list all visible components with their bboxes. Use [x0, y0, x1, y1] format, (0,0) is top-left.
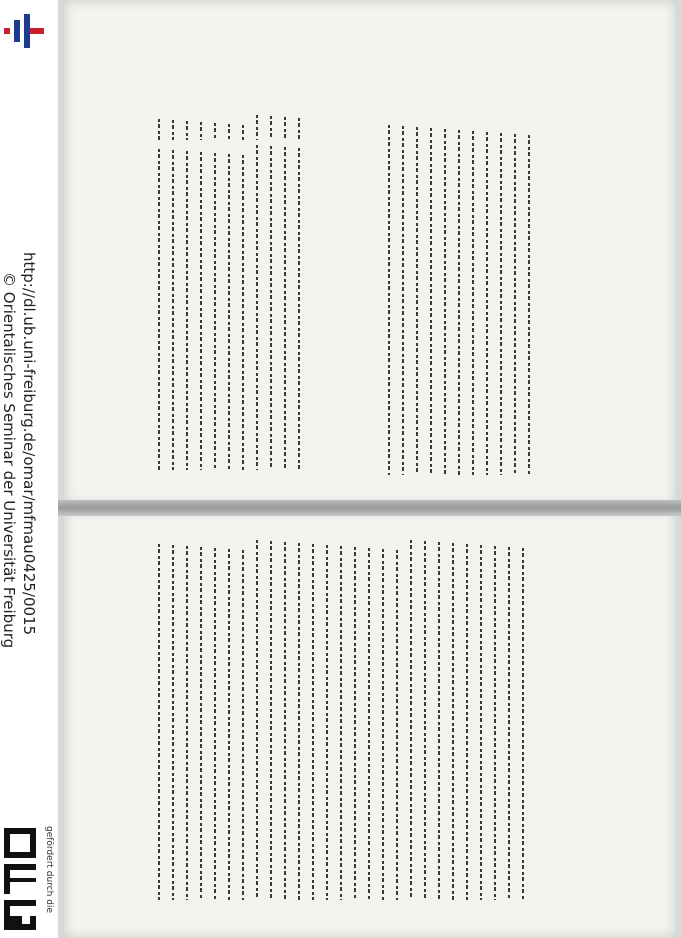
- handwritten-line: [298, 543, 300, 900]
- handwritten-line: [480, 545, 482, 900]
- handwritten-line: [522, 548, 524, 900]
- handwritten-line: [340, 546, 342, 900]
- handwritten-line: [284, 117, 286, 140]
- handwritten-line: [172, 545, 174, 900]
- handwritten-line: [396, 550, 398, 900]
- handwritten-line: [228, 154, 230, 470]
- handwritten-line: [284, 542, 286, 900]
- handwritten-line: [388, 125, 390, 475]
- handwritten-line: [172, 150, 174, 470]
- binding-gutter: [58, 500, 681, 516]
- handwritten-line: [284, 147, 286, 470]
- handwritten-line: [228, 124, 230, 140]
- handwritten-line: [214, 123, 216, 140]
- handwritten-line: [200, 152, 202, 470]
- handwritten-line: [514, 134, 516, 475]
- handwritten-line: [186, 151, 188, 470]
- dfg-logo: [0, 820, 58, 938]
- handwritten-line: [472, 131, 474, 475]
- copyright-notice: © Orientalisches Seminar der Universität Freiburg: [0, 272, 18, 649]
- sidebar: [0, 0, 58, 938]
- handwritten-line: [444, 129, 446, 475]
- handwritten-line: [298, 148, 300, 470]
- handwritten-line: [270, 541, 272, 900]
- handwritten-line: [242, 155, 244, 470]
- handwritten-line: [270, 146, 272, 470]
- handwritten-line: [382, 549, 384, 900]
- handwritten-line: [528, 135, 530, 475]
- source-url[interactable]: http://dl.ub.uni-freiburg.de/omar/mfmau0425/0015: [20, 252, 38, 636]
- handwritten-line: [214, 153, 216, 470]
- handwritten-line: [242, 125, 244, 140]
- handwritten-line: [500, 133, 502, 475]
- handwritten-line: [416, 127, 418, 475]
- handwritten-line: [368, 548, 370, 900]
- manuscript-page-lower: [64, 510, 676, 938]
- handwritten-line: [354, 547, 356, 900]
- handwritten-line: [228, 549, 230, 900]
- handwritten-line: [402, 126, 404, 475]
- handwritten-line: [466, 544, 468, 900]
- handwritten-line: [186, 121, 188, 140]
- handwritten-line: [200, 122, 202, 140]
- handwritten-line: [158, 544, 160, 900]
- handwritten-line: [256, 115, 258, 140]
- handwritten-line: [214, 548, 216, 900]
- handwritten-line: [438, 542, 440, 900]
- handwritten-line: [508, 547, 510, 900]
- handwritten-line: [158, 149, 160, 470]
- handwritten-line: [186, 546, 188, 900]
- manuscript-scan: [58, 0, 681, 938]
- handwritten-line: [494, 546, 496, 900]
- handwritten-line: [242, 550, 244, 900]
- handwritten-line: [200, 547, 202, 900]
- handwritten-line: [410, 540, 412, 900]
- handwritten-line: [312, 544, 314, 900]
- manuscript-page-upper: [64, 0, 676, 505]
- handwritten-line: [458, 130, 460, 475]
- handwritten-line: [326, 545, 328, 900]
- handwritten-line: [430, 128, 432, 475]
- handwritten-line: [256, 145, 258, 470]
- dfg-caption: gefördert durch die: [44, 826, 54, 913]
- handwritten-line: [452, 543, 454, 900]
- handwritten-line: [158, 119, 160, 140]
- handwritten-line: [486, 132, 488, 475]
- handwritten-line: [424, 541, 426, 900]
- handwritten-line: [270, 116, 272, 140]
- handwritten-line: [172, 120, 174, 140]
- handwritten-line: [256, 540, 258, 900]
- handwritten-line: [298, 118, 300, 140]
